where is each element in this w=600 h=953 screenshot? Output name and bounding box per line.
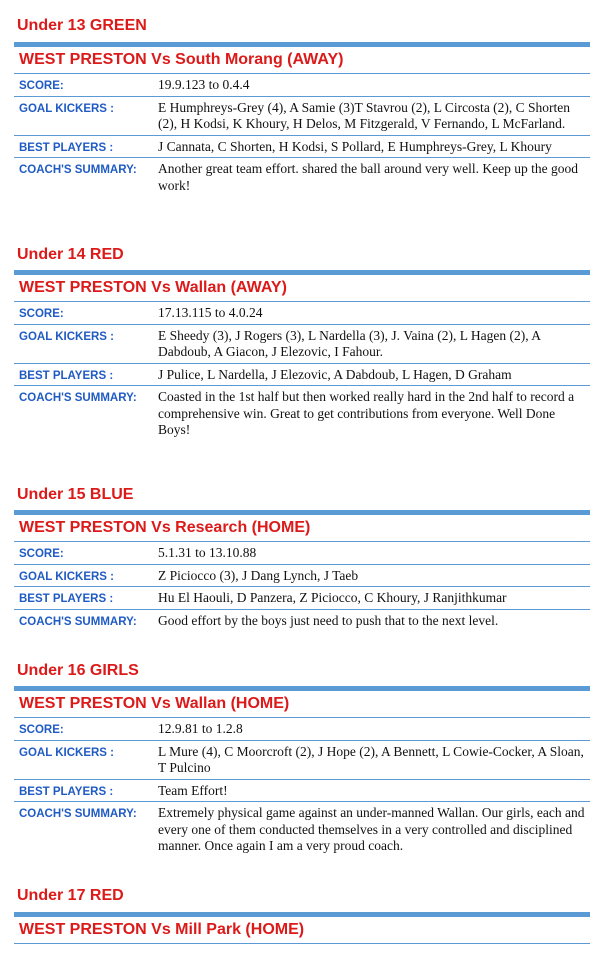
score-row — [14, 718, 590, 741]
goal-kickers-row — [14, 97, 590, 136]
goal-kickers-value: Z Piciocco (3), J Dang Lynch, J Taeb — [158, 567, 359, 583]
coach-summary-value: Good effort by the boys just need to push that to the next level. — [158, 612, 499, 628]
best-players-value: J Pulice, L Nardella, J Elezovic, A Dabdoub, L Hagen, D Graham — [158, 366, 512, 382]
coach-summary-value: Another great team effort. shared the ball around very well. Keep up the good work! — [158, 161, 578, 193]
team-heading: Under 13 GREEN — [17, 17, 147, 34]
best-players-value: Team Effort! — [158, 782, 228, 798]
match-title: WEST PRESTON Vs Wallan (HOME) — [14, 691, 590, 718]
match-table — [14, 686, 590, 857]
score-label: SCORE: — [19, 80, 64, 92]
match-table — [14, 510, 590, 631]
match-table — [14, 912, 590, 944]
match-title: WEST PRESTON Vs Research (HOME) — [14, 515, 590, 542]
goal-kickers-value: E Sheedy (3), J Rogers (3), L Nardella (3), J. Vaina (2), L Hagen (2), A Dabdoub, A Giacon, J Elezovic, I Fahour. — [158, 327, 541, 359]
best-players-label: BEST PLAYERS : — [19, 593, 114, 605]
team-heading: Under 15 BLUE — [17, 486, 134, 503]
coach-summary-row — [14, 610, 590, 632]
coach-summary-row — [14, 802, 590, 857]
match-table — [14, 42, 590, 196]
coach-summary-label: COACH'S SUMMARY: — [19, 164, 137, 176]
score-value: 12.9.81 to 1.2.8 — [158, 721, 243, 736]
coach-summary-value: Coasted in the 1st half but then worked really hard in the 2nd half to record a comprehensive win. Great to get contributions from everyone. Well Done Boys! — [158, 389, 575, 437]
score-value: 5.1.31 to 13.10.88 — [158, 545, 257, 560]
goal-kickers-row — [14, 325, 590, 364]
coach-summary-label: COACH'S SUMMARY: — [19, 615, 137, 628]
best-players-label: BEST PLAYERS : — [19, 369, 114, 382]
goal-kickers-label: GOAL KICKERS : — [19, 102, 114, 115]
goal-kickers-label: GOAL KICKERS : — [19, 330, 114, 343]
best-players-row — [14, 587, 590, 610]
score-row — [14, 542, 590, 565]
score-value: 17.13.115 to 4.0.24 — [158, 305, 263, 320]
match-table — [14, 270, 590, 441]
match-title: WEST PRESTON Vs Mill Park (HOME) — [14, 917, 590, 944]
score-label: SCORE: — [19, 308, 64, 320]
goal-kickers-label: GOAL KICKERS : — [19, 570, 114, 583]
team-heading: Under 14 RED — [17, 246, 124, 263]
coach-summary-row — [14, 386, 590, 441]
team-heading: Under 17 RED — [17, 887, 124, 904]
best-players-row — [14, 136, 590, 159]
best-players-row — [14, 780, 590, 803]
goal-kickers-value: L Mure (4), C Moorcroft (2), J Hope (2), A Bennett, L Cowie-Cocker, A Sloan, T Pulcino — [158, 743, 584, 775]
best-players-row — [14, 364, 590, 387]
match-title: WEST PRESTON Vs Wallan (AWAY) — [14, 275, 590, 302]
score-row — [14, 74, 590, 97]
coach-summary-label: COACH'S SUMMARY: — [19, 392, 137, 404]
team-heading: Under 16 GIRLS — [17, 662, 139, 679]
score-label: SCORE: — [19, 724, 64, 736]
coach-summary-value: Extremely physical game against an under-manned Wallan. Our girls, each and every one of them conducted themselves in a very controlled and disciplined manner. Once again I am a very proud coach. — [158, 805, 585, 853]
coach-summary-label: COACH'S SUMMARY: — [19, 808, 137, 820]
goal-kickers-label: GOAL KICKERS : — [19, 746, 114, 759]
best-players-value: Hu El Haouli, D Panzera, Z Piciocco, C Khoury, J Ranjithkumar — [158, 590, 507, 605]
score-label: SCORE: — [19, 548, 64, 560]
best-players-label: BEST PLAYERS : — [19, 141, 114, 154]
coach-summary-row — [14, 158, 590, 196]
goal-kickers-row — [14, 741, 590, 780]
best-players-value: J Cannata, C Shorten, H Kodsi, S Pollard, E Humphreys-Grey, L Khoury — [158, 138, 552, 154]
match-title: WEST PRESTON Vs South Morang (AWAY) — [14, 47, 590, 74]
score-value: 19.9.123 to 0.4.4 — [158, 77, 250, 92]
goal-kickers-value: E Humphreys-Grey (4), A Samie (3)T Stavrou (2), L Circosta (2), C Shorten (2), H Kodsi, K Khoury, H Delos, M Fitzgerald, V Fernando, L McFarland. — [158, 99, 571, 131]
score-row — [14, 302, 590, 325]
goal-kickers-row — [14, 565, 590, 588]
best-players-label: BEST PLAYERS : — [19, 785, 114, 798]
